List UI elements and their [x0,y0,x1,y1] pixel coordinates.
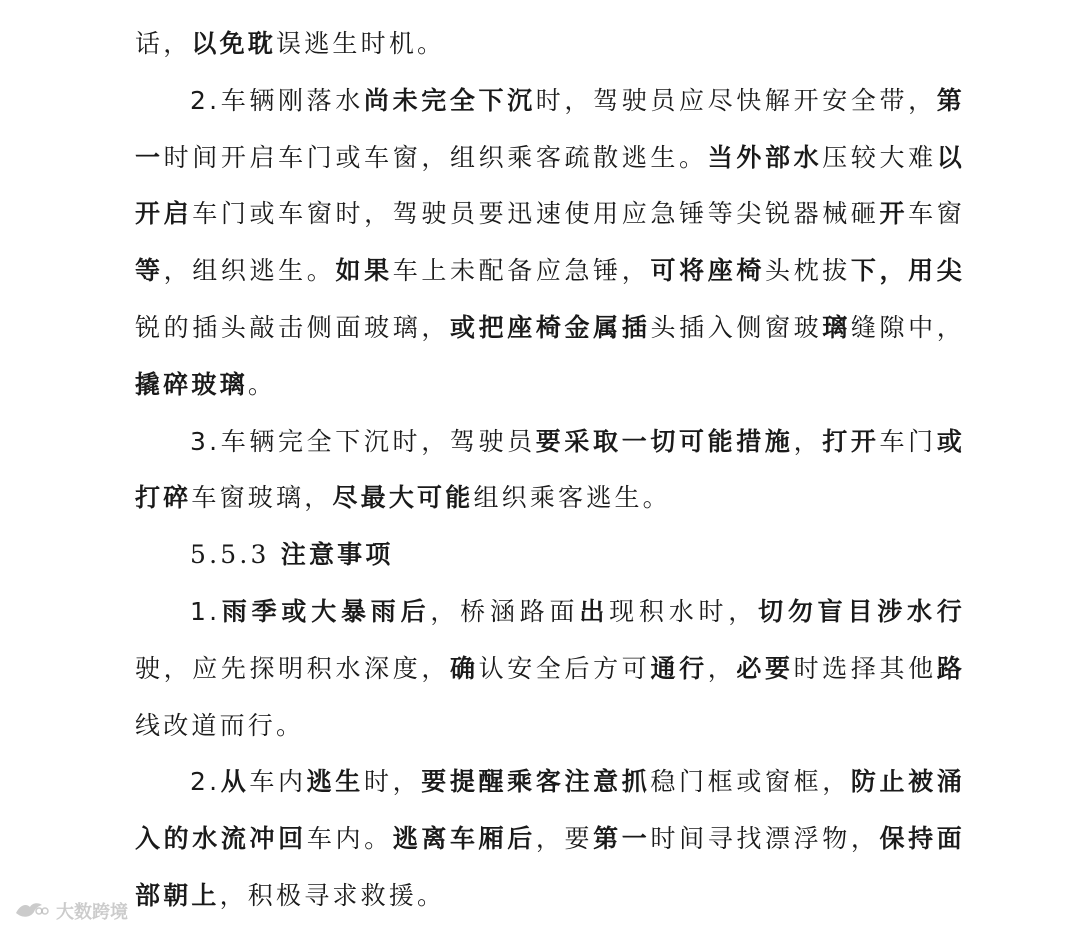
text-segment: 第一 [593,824,651,854]
text-segment: 以开启 [135,142,965,229]
text-segment: 通行 [650,653,708,683]
text-segment: 下，用尖 [850,256,965,286]
text-segment: 当外部水 [707,142,823,172]
text-segment: 涌入的水流冲回 [135,767,966,854]
text-segment: 撬碎玻璃 [135,369,248,399]
text-segment: 开 [879,199,909,229]
text-segment: 车上未配备应急锤， [392,256,651,286]
text-segment: 压较大难 [822,142,937,172]
section-heading-5-5-3 [135,527,965,584]
text-segment: 驶，应先探明积水深度， [135,653,450,683]
text-segment: 时间寻找漂浮物， [650,824,880,854]
text-segment: 组织乘客逃生。 [473,483,671,513]
bird-logo-icon [14,899,50,923]
text-segment: 逃生 [306,767,364,797]
watermark-text: 大数跨境 [56,902,128,923]
paragraph-3-full-sinking [135,414,965,528]
paragraph-1-continuation [135,16,965,73]
text-segment: 认安全后方可 [478,653,651,683]
text-segment: 时， [363,767,422,797]
document-page [135,16,965,925]
text-segment: 要采取一切可能措施 [535,426,794,456]
text-segment: 要提醒乘客注意抓 [421,767,651,797]
text-segment: 如果 [335,256,393,286]
text-segment: 车内。 [306,824,393,854]
text-segment: 璃 [822,312,851,342]
text-segment: ，桥涵路面 [430,596,580,626]
text-segment: ，要 [535,824,594,854]
text-segment: ，组织逃生。 [163,256,336,286]
text-segment: 打开 [822,426,880,456]
paragraph-2-early-escape [135,73,965,414]
text-segment: ， [793,426,823,456]
text-segment: 车内 [249,767,307,797]
text-segment: 时间开启车门或车窗，组织乘客疏散逃生。 [163,142,708,172]
text-segment: 头插入侧窗玻 [650,312,823,342]
text-segment: 车窗玻璃， [191,483,333,513]
text-segment: ， [707,653,737,683]
text-segment: 2.车辆刚落水 [190,85,364,115]
paragraph-4-rainy-season [135,584,965,754]
text-segment: 锐的插头敲击侧面玻璃， [135,312,450,342]
text-segment: 从 [220,767,250,797]
text-segment: 车窗 [908,199,966,229]
text-segment: 现积水时， [609,596,759,626]
text-segment: 车门或车窗时，驾驶员要迅速使用应急锤等尖锐器械砸 [192,199,880,229]
text-segment: 2. [190,767,221,797]
text-segment: ，积极寻求救援。 [219,880,446,910]
text-segment: 持面部朝上 [135,824,966,910]
watermark [14,898,128,924]
text-segment: 1. [190,596,221,626]
text-segment: 防止被 [850,767,937,797]
text-segment: 尚未完全下沉 [363,85,536,115]
text-segment: 时，驾驶员应尽快解开安全带， [535,85,937,115]
text-segment: 保 [879,824,909,854]
text-segment: 头枕拔 [764,256,851,286]
text-segment: 可将座椅 [650,256,765,286]
text-segment: 路 [936,653,966,683]
text-segment: 或打碎 [135,426,966,513]
text-segment: 或把座椅金属插 [449,312,651,342]
text-segment: 等 [135,256,164,286]
text-segment: 第一 [135,85,965,172]
text-segment: 缝隙中， [850,312,965,342]
text-segment: 尽最大可能 [332,483,474,513]
text-segment: 切勿盲目涉水行 [758,596,966,626]
text-segment: 逃离车厢后 [392,824,536,854]
paragraph-5-escape-precautions [135,754,965,924]
text-segment: 雨季或大暴雨后 [220,596,431,626]
text-segment: 5.5.3 [190,540,281,570]
text-segment: 。 [247,369,277,399]
text-segment: 注意事项 [280,540,394,570]
text-segment: 误逃生时机。 [276,29,446,58]
text-segment: 时选择其他 [793,653,937,683]
text-segment: 话， [135,29,192,58]
text-segment: 以免耽 [191,29,277,58]
text-segment: 出 [579,596,610,626]
text-segment: 3.车辆完全下沉时，驾驶员 [190,426,536,456]
text-segment: 车门 [879,426,937,456]
text-segment: 必要 [736,653,794,683]
text-segment: 确 [449,653,479,683]
text-segment: 稳门框或窗框， [650,767,851,797]
text-segment: 线改道而行。 [135,710,305,740]
